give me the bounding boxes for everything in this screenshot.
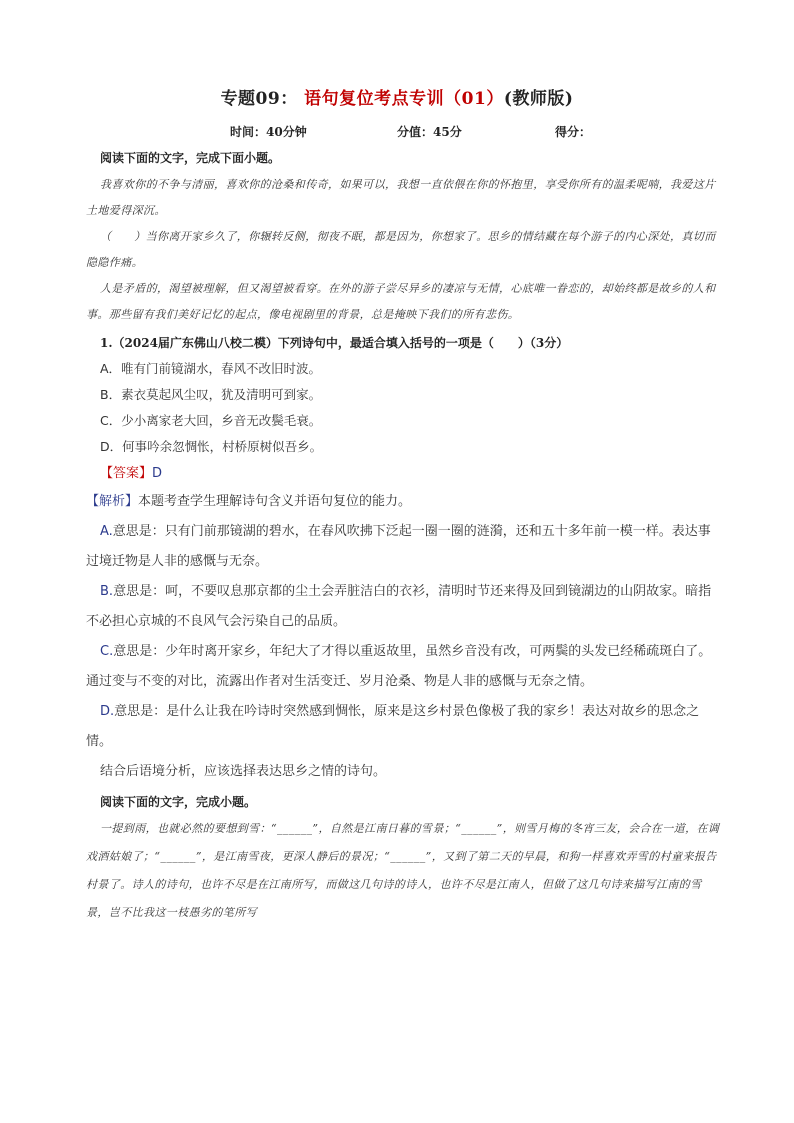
title-suffix: (教师版) [503,89,574,109]
analysis-conclusion: 结合后语境分析，应该选择表达思乡之情的诗句。 [100,764,387,779]
passage-paragraph: 我喜欢你的不争与清丽，喜欢你的沧桑和传奇，如果可以，我想一直依偎在你的怀抱里，享受你所有的温柔呢喃，我爱这片土地爱得深沉。 [86,178,716,217]
answer-value: D [152,466,163,481]
analysis-item [86,517,722,577]
passage-paragraph: （ ）当你离开家乡久了，你辗转反侧，彻夜不眠，都是因为，你想家了。思乡的情结藏在每个游子的内心深处，真切而隐隐作痛。 [86,230,716,269]
analysis-tag: 【解析】 [86,494,139,509]
question-stem: 1.（2024届广东佛山八校二模）下列诗句中，最适合填入括号的一项是（ ）（3分） [100,336,569,350]
analysis-text: 意思是：少年时离开家乡，年纪大了才得以重返故里，虽然乡音没有改，可两鬓的头发已经稀疏斑白了。通过变与不变的对比，流露出作者对生活变迁、岁月沧桑、物是人非的感慨与无奈之情。 [86,644,712,689]
analysis-label: B. [100,584,114,599]
option-a: A．唯有门前镜湖水，春风不改旧时波。 [100,361,322,376]
analysis-label: C. [100,644,114,659]
title-main: 语句复位考点专训（01） [304,89,504,109]
passage-paragraph: 人是矛盾的，渴望被理解，但又渴望被看穿。在外的游子尝尽异乡的凄凉与无情，心底唯一眷恋的，却始终都是故乡的人和事。那些留有我们美好记忆的起点，像电视剧里的背景，总是掩映下我们的所有悲伤。 [86,282,716,321]
analysis-item [86,577,722,637]
reading-instruction-2: 阅读下面的文字，完成小题。 [100,795,257,809]
page-title [0,84,794,109]
analysis-intro-text: 本题考查学生理解诗句含义并语句复位的能力。 [138,494,412,509]
analysis-label: A. [100,524,113,539]
option-b: B．素衣莫起风尘叹，犹及清明可到家。 [100,387,322,402]
analysis-text: 意思是：只有门前那镜湖的碧水，在春风吹拂下泛起一圈一圈的涟漪，还和五十多年前一模一样。表达事过境迁物是人非的感慨与无奈。 [86,524,711,569]
answer-line [86,460,722,487]
analysis-text: 意思是：是什么让我在吟诗时突然感到惆怅，原来是这乡村景色像极了我的家乡！表达对故乡的思念之情。 [86,704,700,749]
reading-instruction: 阅读下面的文字，完成下面小题。 [100,151,281,165]
analysis-text: 意思是：呵，不要叹息那京都的尘土会弄脏洁白的衣衫，清明时节还来得及回到镜湖边的山阴故家。暗指不必担心京城的不良风气会污染自己的品质。 [86,584,712,629]
analysis-label: D. [100,704,115,719]
option-c: C．少小离家老大回，乡音无改鬓毛衰。 [100,413,322,428]
answer-tag: 【答案】 [100,466,153,481]
got-score-label: 得分： [555,125,592,139]
time-label: 时间：40分钟 [230,125,307,139]
analysis-item [86,697,722,757]
title-prefix: 专题09： [220,89,298,109]
passage-paragraph-2: 一提到雨，也就必然的要想到雪：“______”，自然是江南日暮的雪景；“______”，则雪月梅的冬宵三友，会合在一道，在调戏酒姑娘了；“______”，是江南雪夜，更深人静后的景况；“______”，又到了第二天的早晨，和狗一样喜欢弄雪的村童来报告村景了。诗人的诗句，也许不尽是在江南所写，而做这几句诗的诗人，也许不尽是江南人，但做了这几句诗来描写江南的雪景，岂不比我这一枝愚劣的笔所写 [86,822,720,919]
analysis-item [86,637,722,697]
analysis-intro [86,487,722,517]
option-d: D．何事吟余忽惆怅，村桥原树似吾乡。 [100,439,323,454]
score-label: 分值：45分 [397,125,462,139]
document-body [86,148,722,927]
